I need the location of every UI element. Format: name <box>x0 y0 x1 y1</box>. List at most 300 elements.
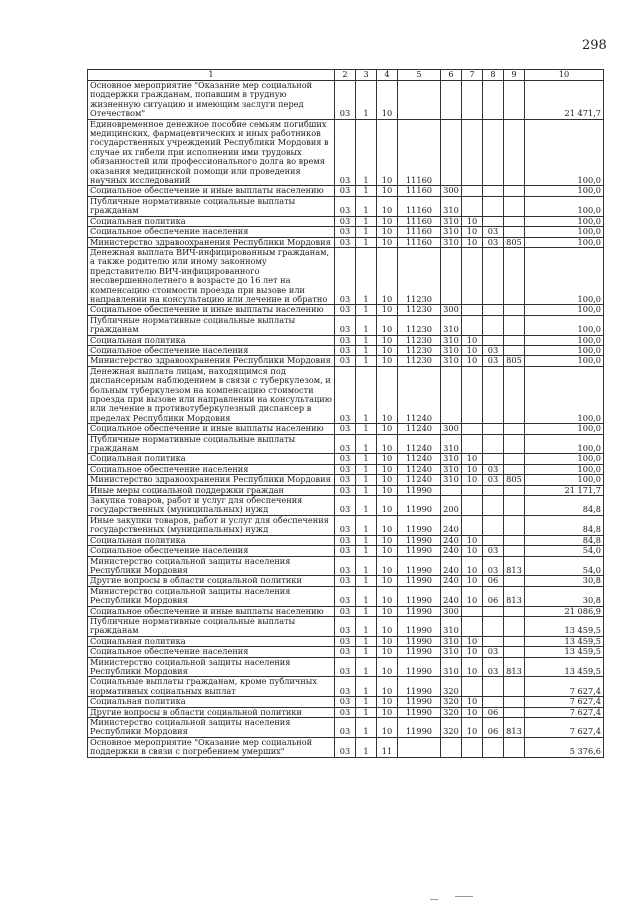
table-row <box>88 657 604 677</box>
row-code-6: 310 <box>441 216 462 226</box>
row-code-7: 10 <box>462 586 483 606</box>
row-code-5: 11990 <box>398 697 441 707</box>
row-code-5: 11160 <box>398 216 441 226</box>
row-code-4: 10 <box>377 196 398 216</box>
row-code-9 <box>504 616 525 636</box>
table-row <box>88 196 604 216</box>
table-row <box>88 464 604 474</box>
row-code-9 <box>504 345 525 355</box>
row-code-6: 240 <box>441 576 462 586</box>
row-code-3: 1 <box>356 556 377 576</box>
row-code-2: 03 <box>335 737 356 757</box>
row-code-9: 805 <box>504 475 525 485</box>
row-code-5: 11160 <box>398 119 441 186</box>
row-code-7 <box>462 496 483 516</box>
row-code-7: 10 <box>462 707 483 717</box>
row-code-6: 240 <box>441 546 462 556</box>
row-name: Министерство социальной защиты населения Республики Мордовия <box>88 586 335 606</box>
row-code-2: 03 <box>335 606 356 616</box>
row-code-8 <box>483 496 504 516</box>
row-code-5: 11990 <box>398 556 441 576</box>
row-code-4: 10 <box>377 535 398 545</box>
row-code-5: 11160 <box>398 227 441 237</box>
row-amount: 100,0 <box>525 464 604 474</box>
row-amount: 7 627,4 <box>525 707 604 717</box>
row-code-3: 1 <box>356 496 377 516</box>
row-code-2: 03 <box>335 335 356 345</box>
row-code-7: 10 <box>462 556 483 576</box>
row-code-8 <box>483 636 504 646</box>
row-code-7 <box>462 677 483 697</box>
row-code-2: 03 <box>335 186 356 196</box>
row-code-9 <box>504 647 525 657</box>
row-code-6: 300 <box>441 305 462 315</box>
row-amount: 13 459,5 <box>525 636 604 646</box>
row-code-7: 10 <box>462 657 483 677</box>
row-amount: 100,0 <box>525 119 604 186</box>
row-code-9 <box>504 485 525 495</box>
row-code-4: 10 <box>377 227 398 237</box>
row-code-2: 03 <box>335 81 356 120</box>
row-code-7 <box>462 366 483 423</box>
row-name: Социальные выплаты гражданам, кроме публичных нормативных социальных выплат <box>88 677 335 697</box>
row-code-7: 10 <box>462 237 483 247</box>
row-name: Основное мероприятие "Оказание мер социальной поддержки в связи с погребением умерших" <box>88 737 335 757</box>
row-code-2: 03 <box>335 556 356 576</box>
row-code-6: 310 <box>441 335 462 345</box>
row-amount: 100,0 <box>525 475 604 485</box>
row-amount: 100,0 <box>525 345 604 355</box>
row-code-6 <box>441 119 462 186</box>
row-code-2: 03 <box>335 586 356 606</box>
row-code-4: 10 <box>377 237 398 247</box>
row-code-3: 1 <box>356 454 377 464</box>
row-code-2: 03 <box>335 616 356 636</box>
row-code-9 <box>504 454 525 464</box>
table-row <box>88 707 604 717</box>
row-code-2: 03 <box>335 454 356 464</box>
row-code-6: 310 <box>441 475 462 485</box>
table-row <box>88 586 604 606</box>
row-code-3: 1 <box>356 356 377 366</box>
budget-table <box>87 69 604 758</box>
row-code-3: 1 <box>356 345 377 355</box>
row-amount: 30,8 <box>525 586 604 606</box>
row-code-9 <box>504 434 525 454</box>
row-code-7 <box>462 247 483 304</box>
row-code-4: 11 <box>377 737 398 757</box>
row-code-7 <box>462 186 483 196</box>
row-code-8: 03 <box>483 657 504 677</box>
row-amount: 7 627,4 <box>525 697 604 707</box>
row-code-3: 1 <box>356 475 377 485</box>
row-name: Министерство здравоохранения Республики Мордовия <box>88 475 335 485</box>
col-header-1: 1 <box>88 70 335 81</box>
row-code-6: 310 <box>441 616 462 636</box>
row-code-9 <box>504 366 525 423</box>
row-name: Социальное обеспечение населения <box>88 227 335 237</box>
row-amount: 13 459,5 <box>525 647 604 657</box>
row-code-6 <box>441 737 462 757</box>
table-row <box>88 186 604 196</box>
row-code-9: 813 <box>504 657 525 677</box>
row-code-4: 10 <box>377 576 398 586</box>
row-code-7 <box>462 424 483 434</box>
row-code-6: 240 <box>441 586 462 606</box>
row-name: Социальное обеспечение и иные выплаты населению <box>88 305 335 315</box>
row-code-4: 10 <box>377 475 398 485</box>
row-code-3: 1 <box>356 366 377 423</box>
row-name: Единовременное денежное пособие семьям погибших медицинских, фармацевтических и иных работников государственных учреждений Республики Мордовия в случае их гибели при исполнении ими трудовых обязанностей или профессионального долга во время оказания медицинской помощи или проведения научных исследований <box>88 119 335 186</box>
row-code-8: 03 <box>483 475 504 485</box>
row-code-8: 06 <box>483 707 504 717</box>
row-code-8: 03 <box>483 556 504 576</box>
row-code-7: 10 <box>462 464 483 474</box>
row-code-3: 1 <box>356 196 377 216</box>
row-code-3: 1 <box>356 707 377 717</box>
row-name: Публичные нормативные социальные выплаты гражданам <box>88 616 335 636</box>
row-code-8 <box>483 485 504 495</box>
row-amount: 100,0 <box>525 454 604 464</box>
row-code-5: 11240 <box>398 424 441 434</box>
row-code-6: 310 <box>441 636 462 646</box>
row-code-2: 03 <box>335 657 356 677</box>
row-code-6: 310 <box>441 315 462 335</box>
row-code-8: 06 <box>483 586 504 606</box>
row-code-3: 1 <box>356 616 377 636</box>
table-row <box>88 485 604 495</box>
table-row <box>88 475 604 485</box>
row-code-9 <box>504 247 525 304</box>
row-code-3: 1 <box>356 737 377 757</box>
table-row <box>88 434 604 454</box>
row-code-3: 1 <box>356 606 377 616</box>
col-header-10: 10 <box>525 70 604 81</box>
col-header-3: 3 <box>356 70 377 81</box>
row-amount: 7 627,4 <box>525 718 604 738</box>
row-code-7: 10 <box>462 335 483 345</box>
row-code-5: 11990 <box>398 718 441 738</box>
row-code-2: 03 <box>335 227 356 237</box>
row-code-7 <box>462 81 483 120</box>
row-code-2: 03 <box>335 216 356 226</box>
row-amount: 84,8 <box>525 515 604 535</box>
row-name: Публичные нормативные социальные выплаты гражданам <box>88 196 335 216</box>
row-code-5: 11990 <box>398 636 441 646</box>
row-code-9 <box>504 707 525 717</box>
row-name: Министерство социальной защиты населения Республики Мордовия <box>88 657 335 677</box>
table-row <box>88 737 604 757</box>
row-code-2: 03 <box>335 345 356 355</box>
row-name: Социальная политика <box>88 636 335 646</box>
row-code-8 <box>483 305 504 315</box>
row-code-3: 1 <box>356 315 377 335</box>
row-amount: 5 376,6 <box>525 737 604 757</box>
row-code-2: 03 <box>335 315 356 335</box>
row-code-4: 10 <box>377 657 398 677</box>
row-code-3: 1 <box>356 515 377 535</box>
table-row <box>88 616 604 636</box>
row-code-9: 813 <box>504 586 525 606</box>
row-code-6: 310 <box>441 345 462 355</box>
row-code-7: 10 <box>462 216 483 226</box>
row-code-6: 240 <box>441 535 462 545</box>
page-number: 298 <box>582 38 607 53</box>
row-code-6: 320 <box>441 677 462 697</box>
row-code-7: 10 <box>462 475 483 485</box>
row-amount: 54,0 <box>525 556 604 576</box>
row-amount: 100,0 <box>525 247 604 304</box>
row-name: Социальное обеспечение населения <box>88 546 335 556</box>
row-code-4: 10 <box>377 464 398 474</box>
row-name: Иные закупки товаров, работ и услуг для обеспечения государственных (муниципальных) нужд <box>88 515 335 535</box>
row-code-7 <box>462 196 483 216</box>
row-code-9 <box>504 606 525 616</box>
row-name: Публичные нормативные социальные выплаты гражданам <box>88 434 335 454</box>
row-code-8 <box>483 515 504 535</box>
row-code-8 <box>483 606 504 616</box>
row-code-2: 03 <box>335 647 356 657</box>
row-code-3: 1 <box>356 305 377 315</box>
row-amount: 100,0 <box>525 186 604 196</box>
row-code-9 <box>504 315 525 335</box>
row-code-3: 1 <box>356 586 377 606</box>
row-amount: 84,8 <box>525 496 604 516</box>
row-amount: 21 471,7 <box>525 81 604 120</box>
row-code-3: 1 <box>356 464 377 474</box>
row-code-8 <box>483 424 504 434</box>
row-name: Социальное обеспечение населения <box>88 345 335 355</box>
row-code-6: 240 <box>441 556 462 576</box>
row-code-4: 10 <box>377 424 398 434</box>
row-code-9 <box>504 535 525 545</box>
row-code-9 <box>504 186 525 196</box>
row-code-4: 10 <box>377 718 398 738</box>
row-code-5: 11990 <box>398 707 441 717</box>
row-code-8: 03 <box>483 546 504 556</box>
row-code-2: 03 <box>335 475 356 485</box>
row-code-2: 03 <box>335 196 356 216</box>
row-code-9: 813 <box>504 556 525 576</box>
row-amount: 54,0 <box>525 546 604 556</box>
row-code-4: 10 <box>377 707 398 717</box>
row-code-9 <box>504 636 525 646</box>
row-code-8: 03 <box>483 237 504 247</box>
table-row <box>88 227 604 237</box>
row-code-2: 03 <box>335 636 356 646</box>
row-code-6 <box>441 366 462 423</box>
row-code-4: 10 <box>377 186 398 196</box>
row-code-8 <box>483 535 504 545</box>
row-code-7 <box>462 315 483 335</box>
table-row <box>88 677 604 697</box>
row-code-5: 11990 <box>398 485 441 495</box>
row-code-7 <box>462 485 483 495</box>
row-code-3: 1 <box>356 424 377 434</box>
row-code-8 <box>483 697 504 707</box>
table-row <box>88 305 604 315</box>
row-code-8 <box>483 616 504 636</box>
row-name: Другие вопросы в области социальной политики <box>88 576 335 586</box>
row-code-4: 10 <box>377 606 398 616</box>
table-row <box>88 576 604 586</box>
row-code-5: 11990 <box>398 647 441 657</box>
row-code-6: 310 <box>441 454 462 464</box>
table-row <box>88 81 604 120</box>
table-row <box>88 647 604 657</box>
row-code-9 <box>504 335 525 345</box>
row-code-7 <box>462 515 483 535</box>
row-amount: 13 459,5 <box>525 616 604 636</box>
row-code-8: 03 <box>483 647 504 657</box>
row-code-9 <box>504 496 525 516</box>
row-code-6: 310 <box>441 196 462 216</box>
row-code-7: 10 <box>462 227 483 237</box>
row-code-5: 11990 <box>398 535 441 545</box>
row-code-9 <box>504 464 525 474</box>
row-code-5 <box>398 737 441 757</box>
row-amount: 100,0 <box>525 227 604 237</box>
row-code-4: 10 <box>377 546 398 556</box>
row-name: Социальная политика <box>88 535 335 545</box>
row-code-2: 03 <box>335 424 356 434</box>
row-code-8 <box>483 434 504 454</box>
table-row <box>88 546 604 556</box>
row-code-6: 320 <box>441 697 462 707</box>
row-code-8 <box>483 366 504 423</box>
row-code-3: 1 <box>356 647 377 657</box>
row-code-5: 11230 <box>398 356 441 366</box>
row-code-7 <box>462 606 483 616</box>
row-code-5: 11990 <box>398 657 441 677</box>
row-code-3: 1 <box>356 677 377 697</box>
row-code-2: 03 <box>335 718 356 738</box>
row-code-2: 03 <box>335 356 356 366</box>
row-name: Социальное обеспечение и иные выплаты населению <box>88 186 335 196</box>
row-code-3: 1 <box>356 227 377 237</box>
row-code-9 <box>504 305 525 315</box>
row-code-6: 310 <box>441 657 462 677</box>
row-name: Социальная политика <box>88 697 335 707</box>
table-row <box>88 366 604 423</box>
row-code-3: 1 <box>356 119 377 186</box>
row-code-7: 10 <box>462 345 483 355</box>
row-code-6: 240 <box>441 515 462 535</box>
row-amount: 84,8 <box>525 535 604 545</box>
row-code-8 <box>483 677 504 697</box>
col-header-4: 4 <box>377 70 398 81</box>
row-code-8 <box>483 315 504 335</box>
row-name: Социальное обеспечение населения <box>88 464 335 474</box>
row-code-5: 11990 <box>398 616 441 636</box>
row-code-9 <box>504 737 525 757</box>
row-code-5: 11160 <box>398 186 441 196</box>
row-amount: 21 086,9 <box>525 606 604 616</box>
row-code-9 <box>504 424 525 434</box>
row-name: Социальное обеспечение населения <box>88 647 335 657</box>
row-code-8: 03 <box>483 227 504 237</box>
table-row <box>88 606 604 616</box>
row-amount: 100,0 <box>525 434 604 454</box>
row-name: Другие вопросы в области социальной политики <box>88 707 335 717</box>
row-code-8 <box>483 737 504 757</box>
row-code-7: 10 <box>462 535 483 545</box>
row-name: Иные меры социальной поддержки граждан <box>88 485 335 495</box>
row-code-4: 10 <box>377 356 398 366</box>
table-row <box>88 424 604 434</box>
row-code-5: 11240 <box>398 475 441 485</box>
row-code-7 <box>462 737 483 757</box>
row-code-3: 1 <box>356 335 377 345</box>
row-code-4: 10 <box>377 345 398 355</box>
row-code-5: 11160 <box>398 196 441 216</box>
table-row <box>88 315 604 335</box>
row-code-7: 10 <box>462 454 483 464</box>
row-code-2: 03 <box>335 576 356 586</box>
row-code-6: 310 <box>441 237 462 247</box>
table-row <box>88 237 604 247</box>
row-code-6: 200 <box>441 496 462 516</box>
row-code-5: 11990 <box>398 546 441 556</box>
row-code-9 <box>504 81 525 120</box>
row-code-3: 1 <box>356 237 377 247</box>
row-code-8 <box>483 335 504 345</box>
row-code-2: 03 <box>335 237 356 247</box>
row-code-5: 11230 <box>398 305 441 315</box>
row-code-2: 03 <box>335 697 356 707</box>
row-name: Денежная выплата лицам, находящимся под диспансерным наблюдением в связи с туберкулезом, и больным туберкулезом на компенсацию стоимости проезда при вызове или направлении на консультацию или лечение в противотуберкулезный диспансер в пределах Республики Мордовия <box>88 366 335 423</box>
row-name: Закупка товаров, работ и услуг для обеспечения государственных (муниципальных) нужд <box>88 496 335 516</box>
row-code-5 <box>398 81 441 120</box>
row-code-8 <box>483 247 504 304</box>
row-code-6: 300 <box>441 606 462 616</box>
table-row <box>88 718 604 738</box>
row-code-4: 10 <box>377 81 398 120</box>
row-name: Министерство социальной защиты населения Республики Мордовия <box>88 718 335 738</box>
table-row <box>88 454 604 464</box>
row-code-9: 813 <box>504 718 525 738</box>
row-code-9 <box>504 546 525 556</box>
row-code-8: 06 <box>483 718 504 738</box>
row-code-5: 11230 <box>398 247 441 304</box>
row-code-8 <box>483 186 504 196</box>
table-row <box>88 335 604 345</box>
row-code-4: 10 <box>377 434 398 454</box>
row-code-6: 310 <box>441 434 462 454</box>
row-name: Социальная политика <box>88 335 335 345</box>
row-code-3: 1 <box>356 247 377 304</box>
table-row <box>88 515 604 535</box>
table-row <box>88 119 604 186</box>
row-code-8: 03 <box>483 464 504 474</box>
scan-artifact <box>430 899 438 900</box>
row-amount: 100,0 <box>525 216 604 226</box>
row-code-3: 1 <box>356 434 377 454</box>
row-code-2: 03 <box>335 464 356 474</box>
row-code-7: 10 <box>462 697 483 707</box>
row-code-4: 10 <box>377 305 398 315</box>
row-code-4: 10 <box>377 335 398 345</box>
row-code-2: 03 <box>335 119 356 186</box>
row-code-6: 310 <box>441 227 462 237</box>
row-code-7 <box>462 616 483 636</box>
row-amount: 7 627,4 <box>525 677 604 697</box>
row-amount: 21 171,7 <box>525 485 604 495</box>
row-code-5: 11990 <box>398 677 441 697</box>
row-name: Социальное обеспечение и иные выплаты населению <box>88 606 335 616</box>
table-row <box>88 636 604 646</box>
row-code-4: 10 <box>377 366 398 423</box>
